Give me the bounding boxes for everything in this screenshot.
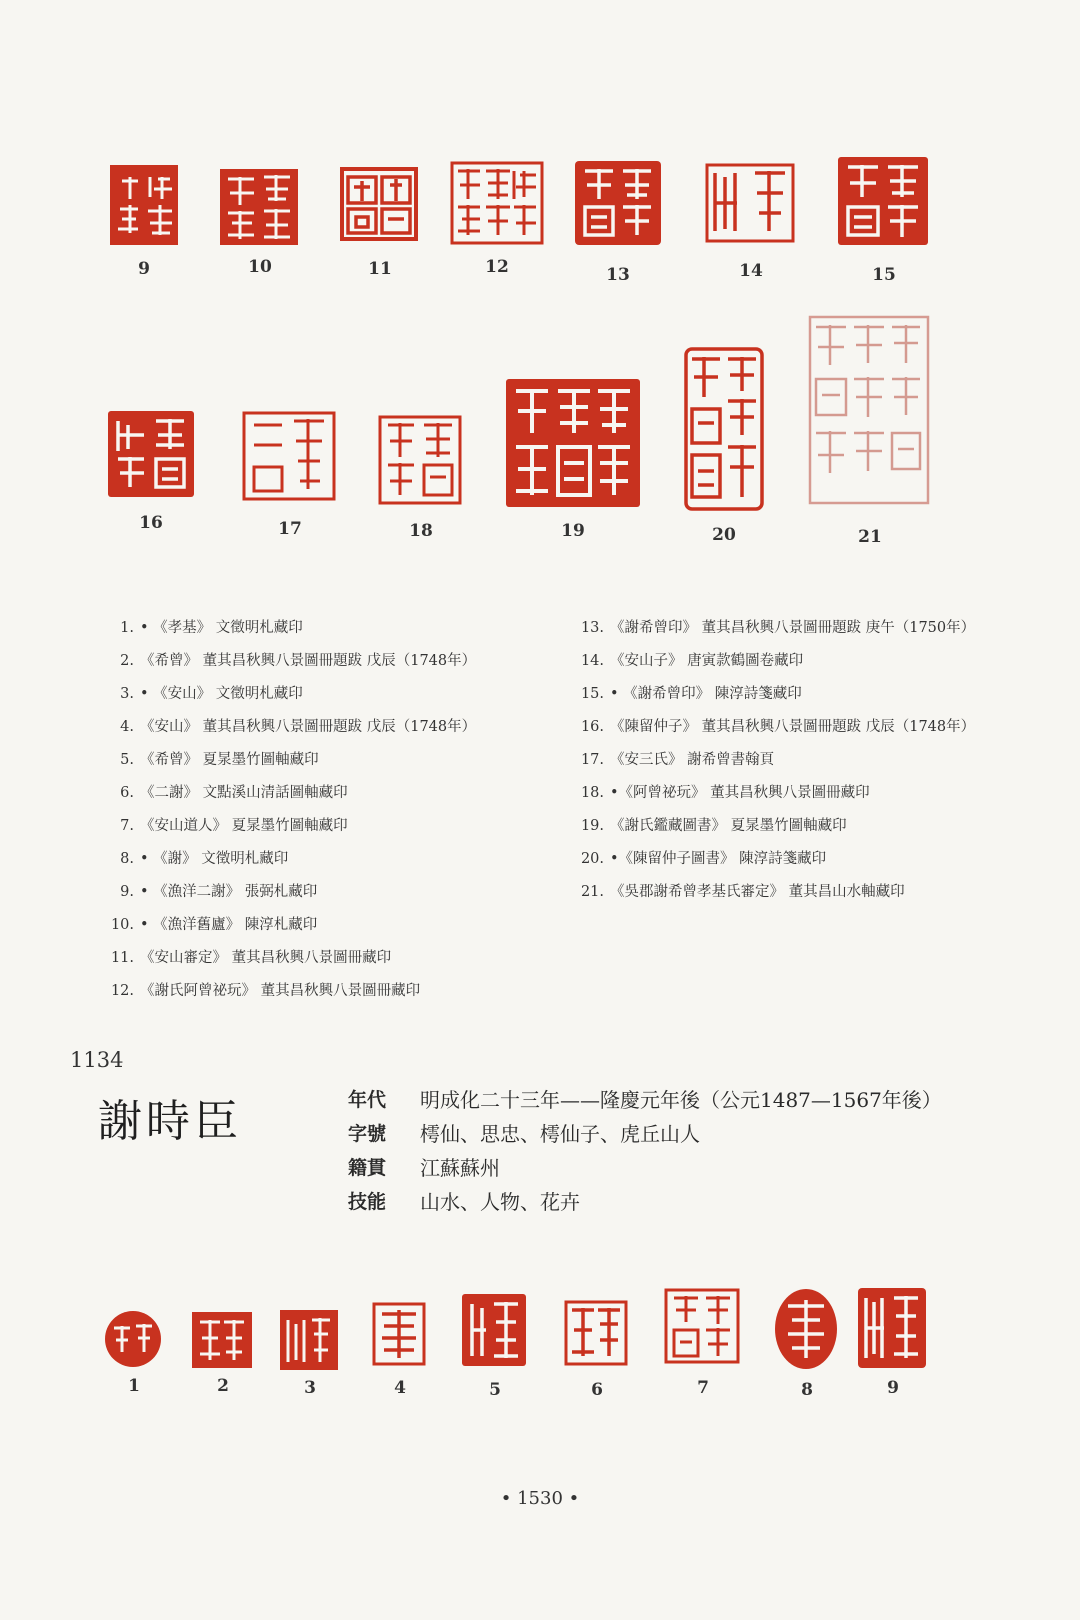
seal-image	[705, 163, 795, 243]
caption-item: 2. 《希曾》 董其昌秋興八景圖冊題跋 戊辰（1748年）	[120, 653, 477, 669]
seal-number: 9	[887, 1378, 899, 1398]
seal-number: 6	[591, 1380, 603, 1400]
artist-name: 謝時臣	[98, 1096, 242, 1147]
caption-item: 18. •《阿曾祕玩》 董其昌秋興八景圖冊藏印	[580, 785, 870, 801]
seal-image	[340, 167, 418, 241]
caption-item: 12. 《謝氏阿曾祕玩》 董其昌秋興八景圖冊藏印	[110, 983, 421, 999]
info-value: 明成化二十三年——隆慶元年後（公元1487—1567年後）	[420, 1088, 942, 1112]
seal-image	[242, 411, 336, 501]
seal-number: 8	[801, 1380, 813, 1400]
artist-info	[348, 1083, 968, 1219]
seal-number: 11	[368, 259, 392, 279]
info-value: 江蘇蘇州	[420, 1156, 500, 1180]
seal-image	[684, 347, 764, 511]
caption-item: 7. 《安山道人》 夏㫤墨竹圖軸藏印	[120, 818, 348, 834]
page-number: • 1530 •	[500, 1488, 580, 1509]
info-row-names	[348, 1117, 968, 1151]
seal-number: 17	[278, 519, 302, 539]
seal-image	[108, 411, 194, 497]
seal-number: 12	[485, 257, 509, 277]
seal-image	[378, 415, 462, 505]
caption-item: 15. • 《謝希曾印》 陳淳詩箋藏印	[580, 686, 802, 702]
seal-image	[372, 1302, 426, 1366]
seal-number: 10	[248, 257, 272, 277]
seal-number: 21	[858, 527, 882, 547]
seal-image	[808, 315, 930, 505]
caption-item: 20. •《陳留仲子圖書》 陳淳詩箋藏印	[580, 851, 827, 867]
seal-number: 2	[217, 1376, 229, 1396]
seal-image	[575, 161, 661, 245]
caption-item: 5. 《希曾》 夏㫤墨竹圖軸藏印	[120, 752, 319, 768]
seal-image	[462, 1294, 526, 1366]
seal-number: 1	[128, 1376, 140, 1396]
caption-item: 1. • 《孝基》 文徵明札藏印	[120, 620, 303, 636]
caption-item: 16. 《陳留仲子》 董其昌秋興八景圖冊題跋 戊辰（1748年）	[580, 719, 976, 735]
seal-image	[664, 1288, 740, 1364]
seal-number: 19	[561, 521, 585, 541]
info-label: 籍貫	[348, 1157, 387, 1179]
seal-image	[838, 157, 928, 245]
seal-number: 14	[739, 261, 763, 281]
seal-number: 7	[697, 1378, 709, 1398]
seal-number: 16	[139, 513, 163, 533]
seal-image	[564, 1300, 628, 1366]
caption-item: 6. 《二謝》 文點溪山清話圖軸藏印	[120, 785, 348, 801]
info-value: 樗仙、思忠、樗仙子、虎丘山人	[420, 1122, 700, 1146]
seal-image	[774, 1288, 838, 1370]
caption-item: 9. • 《漁洋二謝》 張弼札藏印	[120, 884, 318, 900]
caption-item: 17. 《安三氏》 謝希曾書翰頁	[580, 752, 775, 768]
seal-number: 9	[138, 259, 150, 279]
seal-image	[280, 1310, 338, 1370]
seal-image	[506, 379, 640, 507]
seal-number: 18	[409, 521, 433, 541]
caption-item: 11. 《安山審定》 董其昌秋興八景圖冊藏印	[110, 950, 392, 966]
seal-number: 20	[712, 525, 736, 545]
caption-item: 10. • 《漁洋舊廬》 陳淳札藏印	[110, 917, 318, 933]
captions-left	[100, 612, 570, 1008]
info-row-origin	[348, 1151, 968, 1185]
seal-image	[110, 165, 178, 245]
seal-number: 13	[606, 265, 630, 285]
seal-number: 15	[872, 265, 896, 285]
caption-item: 4. 《安山》 董其昌秋興八景圖冊題跋 戊辰（1748年）	[120, 719, 477, 735]
caption-item: 3. • 《安山》 文徵明札藏印	[120, 686, 303, 702]
info-label: 字號	[348, 1123, 387, 1145]
caption-item: 14. 《安山子》 唐寅款鶴圖卷藏印	[580, 653, 804, 669]
captions-right	[570, 612, 1010, 909]
seal-image	[192, 1312, 252, 1368]
caption-item: 21. 《吳郡謝希曾孝基氏審定》 董其昌山水軸藏印	[580, 884, 905, 900]
caption-item: 8. • 《謝》 文徵明札藏印	[120, 851, 289, 867]
seal-image	[220, 169, 298, 245]
caption-item: 19. 《謝氏鑑藏圖書》 夏㫤墨竹圖軸藏印	[580, 818, 847, 834]
seal-number: 4	[394, 1378, 406, 1398]
entry-number: 1134	[70, 1048, 124, 1072]
info-row-skills	[348, 1185, 968, 1219]
info-label: 技能	[348, 1191, 387, 1213]
seal-image	[450, 161, 544, 245]
seal-image	[858, 1288, 926, 1368]
seal-number: 3	[304, 1378, 316, 1398]
seal-number: 5	[489, 1380, 501, 1400]
caption-item: 13. 《謝希曾印》 董其昌秋興八景圖冊題跋 庚午（1750年）	[580, 620, 976, 636]
info-row-era	[348, 1083, 968, 1117]
info-value: 山水、人物、花卉	[420, 1190, 580, 1214]
seal-image	[104, 1310, 162, 1368]
info-label: 年代	[348, 1089, 387, 1111]
